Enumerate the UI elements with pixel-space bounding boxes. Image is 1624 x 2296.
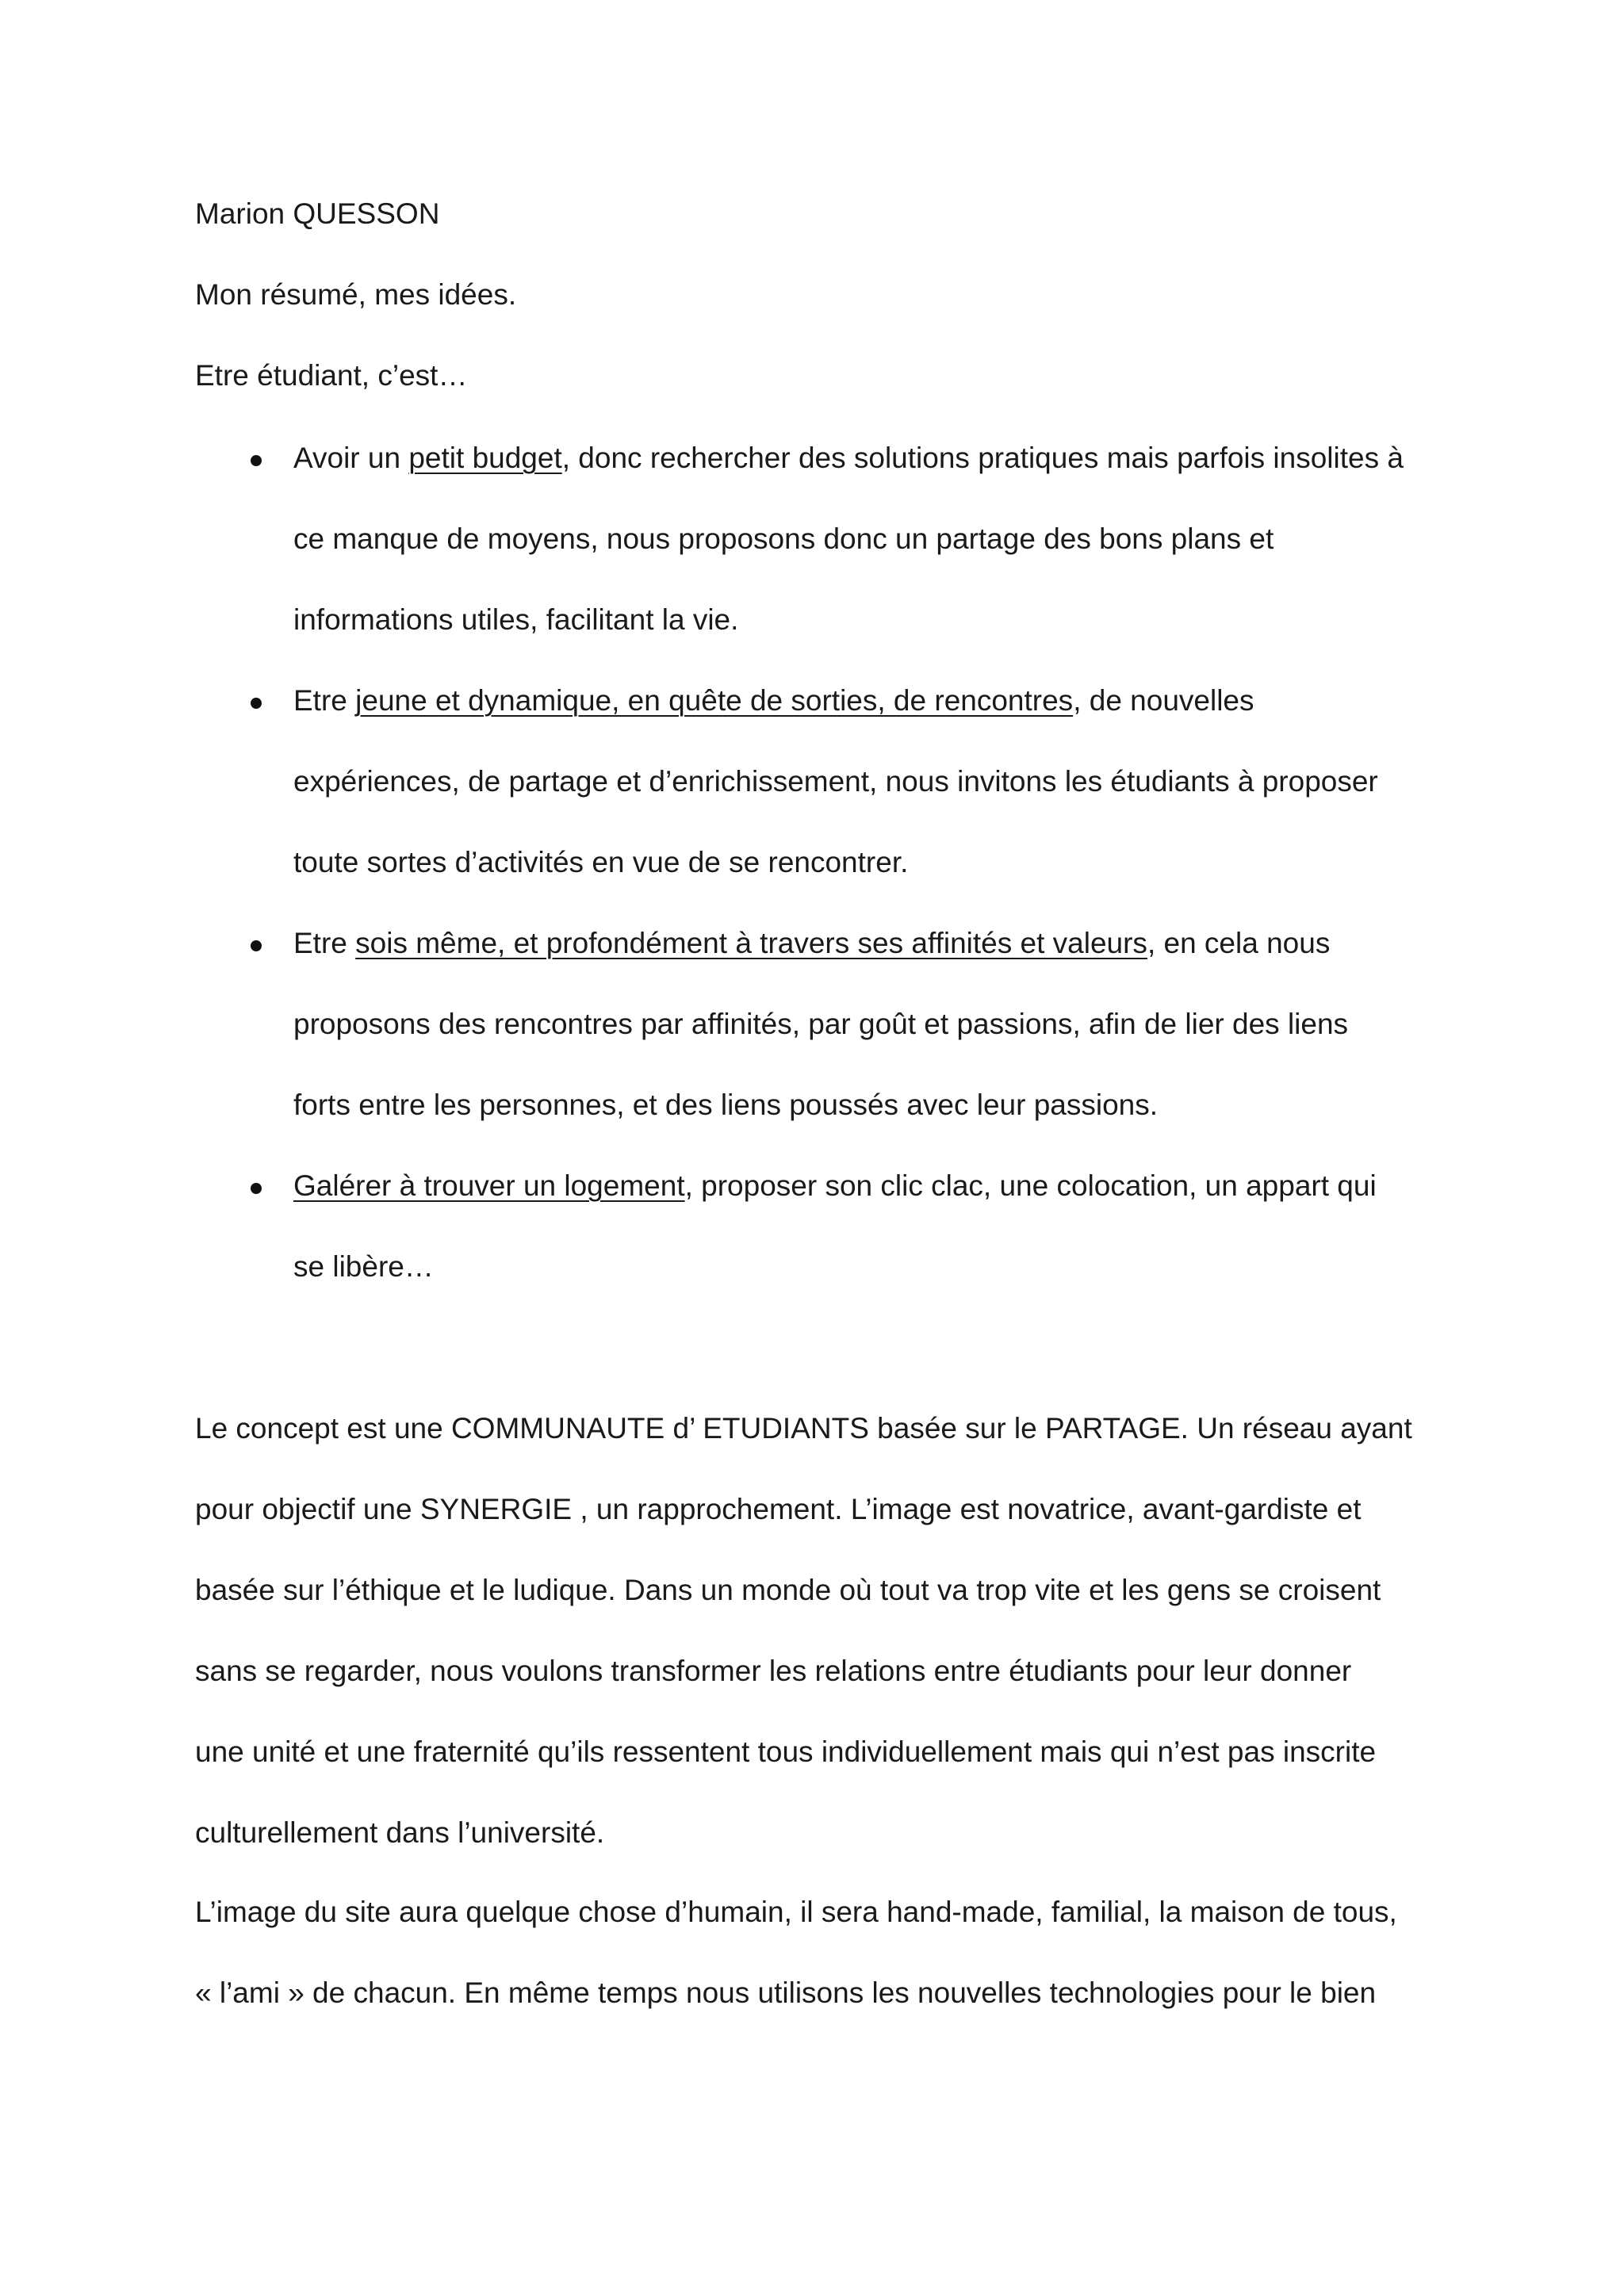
bullet-3-line-1 [293,926,1330,961]
bullet-3-text-after: , en cela nous [1147,927,1331,959]
paragraph-1-line-5: une unité et une fraternité qu’ils ressentent tous individuellement mais qui n’est pas inscrite [195,1735,1377,1768]
bullet-4-line-2: se libère… [293,1250,434,1283]
bullet-1-line-2: ce manque de moyens, nous proposons donc un partage des bons plans et [293,522,1274,555]
bullet-icon [251,940,262,951]
bullet-icon [251,455,262,466]
paragraph-1-line-1: Le concept est une COMMUNAUTE d’ ETUDIANTS basée sur le PARTAGE. Un réseau ayant [195,1412,1412,1445]
bullet-2-underlined-text: jeune et dynamique, en quête de sorties, de rencontres [355,684,1074,717]
bullet-3-text-before: Etre [293,927,356,959]
document-subtitle: Mon résumé, mes idées. [195,278,517,311]
intro-line: Etre étudiant, c’est… [195,359,468,392]
bullet-1-text-after: , donc rechercher des solutions pratiques mais parfois insolites à [561,442,1404,474]
paragraph-2-line-2: « l’ami » de chacun. En même temps nous utilisons les nouvelles technologies pour le bien [195,1976,1377,2009]
bullet-3-line-3: forts entre les personnes, et des liens poussés avec leur passions. [293,1089,1159,1121]
bullet-2-line-3: toute sortes d’activités en vue de se rencontrer. [293,846,909,878]
bullet-icon [251,1183,262,1194]
bullet-1-line-1 [293,441,1404,476]
paragraph-1-line-6: culturellement dans l’université. [195,1816,605,1849]
bullet-4-line-1 [293,1169,1377,1203]
bullet-2-text-after: , de nouvelles [1073,684,1254,717]
bullet-1-line-3: informations utiles, facilitant la vie. [293,603,739,636]
bullet-icon [251,698,262,709]
bullet-1-text-before: Avoir un [293,442,409,474]
paragraph-1-line-4: sans se regarder, nous voulons transformer les relations entre étudiants pour leur donner [195,1655,1352,1687]
bullet-3-line-2: proposons des rencontres par affinités, par goût et passions, afin de lier des liens [293,1008,1349,1040]
paragraph-2-line-1: L’image du site aura quelque chose d’humain, il sera hand-made, familial, la maison de tous, [195,1896,1397,1928]
paragraph-1-line-3: basée sur l’éthique et le ludique. Dans un monde où tout va trop vite et les gens se croisent [195,1574,1381,1606]
bullet-4-underlined-text: Galérer à trouver un logement [293,1169,685,1202]
author-name: Marion QUESSON [195,197,440,230]
bullet-2-line-2: expériences, de partage et d’enrichissement, nous invitons les étudiants à proposer [293,765,1378,798]
paragraph-1-line-2: pour objectif une SYNERGIE , un rapprochement. L’image est novatrice, avant-gardiste et [195,1493,1362,1525]
bullet-1-underlined-text: petit budget [408,442,562,474]
bullet-2-line-1 [293,683,1254,718]
bullet-4-text-after: , proposer son clic clac, une colocation, un appart qui [684,1169,1377,1202]
bullet-3-underlined-text: sois même, et profondément à travers ses affinités et valeurs [355,927,1147,959]
bullet-2-text-before: Etre [293,684,356,717]
